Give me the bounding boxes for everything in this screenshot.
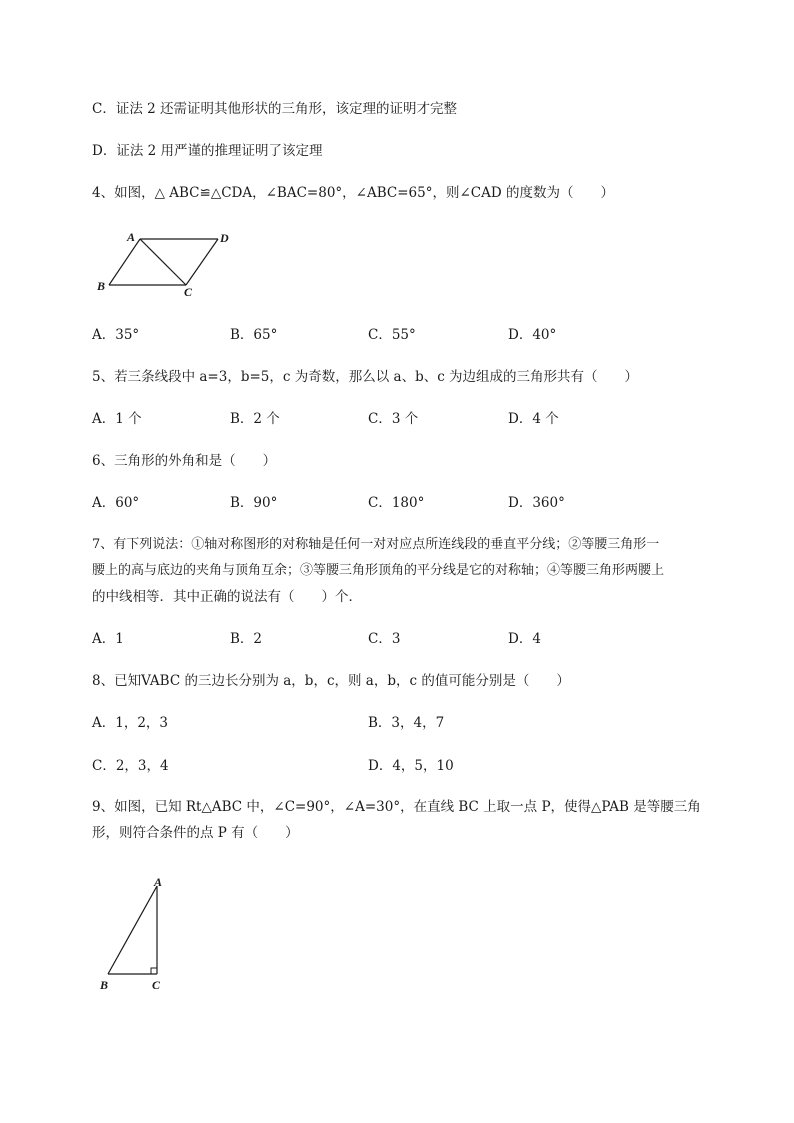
q7-stem-line-3: 的中线相等．其中正确的说法有（ ）个． (92, 589, 362, 605)
q6-option-a: A．60° (92, 495, 140, 511)
q9-right-triangle-figure (96, 874, 176, 994)
q4-parallelogram-figure (96, 228, 236, 296)
q4-label-c: C (184, 285, 193, 296)
q7-option-b: B．2 (230, 631, 263, 647)
q5-option-b: B．2 个 (230, 411, 280, 427)
q5-option-d: D．4 个 (508, 411, 559, 427)
q9-stem-line-2: 形，则符合条件的点 P 有（ ） (92, 825, 299, 841)
q9-label-b: B (100, 978, 109, 992)
q4-segment-cd (186, 239, 218, 285)
q6-option-d: D．360° (508, 495, 565, 511)
q4-label-d: D (220, 231, 229, 245)
q7-option-a: A．1 (92, 631, 124, 647)
q5-option-a: A．1 个 (92, 411, 142, 427)
q8-stem: 8、已知VABC 的三边长分别为 a，b，c，则 a，b，c 的值可能分别是（ ） (92, 673, 570, 689)
q4-option-a: A．35° (92, 327, 140, 343)
q8-option-c: C．2，3，4 (92, 758, 169, 774)
q4-segment-ac (140, 239, 186, 285)
q7-option-d: D．4 (508, 631, 541, 647)
q7-stem-line-1: 7、有下列说法：①轴对称图形的对称轴是任何一对对应点所连线段的垂直平分线；②等腰三角形一 (92, 537, 660, 552)
q4-stem: 4、如图，△ ABC≌△CDA，∠BAC=80°，∠ABC=65°，则∠CAD 的度数为（ ） (92, 185, 614, 201)
q7-option-c: C．3 (368, 631, 401, 647)
q8-option-b: B．3，4，7 (368, 715, 445, 731)
q4-label-a: A (127, 230, 136, 244)
q5-stem: 5、若三条线段中 a=3，b=5，c 为奇数，那么以 a、b、c 为边组成的三角形共有（ ） (92, 369, 639, 385)
q4-option-d: D．40° (508, 327, 557, 343)
q9-stem-line-1: 9、如图，已知 Rt△ABC 中，∠C=90°，∠A=30°，在直线 BC 上取一点 P，使得△PAB 是等腰三角 (92, 799, 701, 815)
q4-label-b: B (97, 279, 106, 293)
q9-segment-ab (108, 886, 157, 974)
q7-stem-line-2: 腰上的高与底边的夹角与顶角互余；③等腰三角形顶角的平分线是它的对称轴；④等腰三角形两腰上 (92, 563, 665, 578)
q6-option-c: C．180° (368, 495, 425, 511)
q4-option-c: C．55° (368, 327, 416, 343)
q3-option-c: C．证法 2 还需证明其他形状的三角形，该定理的证明才完整 (92, 101, 458, 117)
q9-right-angle-mark (151, 968, 157, 974)
q3-option-d: D．证法 2 用严谨的推理证明了该定理 (92, 143, 323, 159)
q9-label-a: A (154, 875, 163, 889)
q5-option-c: C．3 个 (368, 411, 419, 427)
q4-option-b: B．65° (230, 327, 278, 343)
q4-segment-ab (109, 239, 140, 285)
q9-label-c: C (152, 978, 161, 992)
q6-option-b: B．90° (230, 495, 278, 511)
q8-option-d: D．4，5，10 (368, 758, 454, 774)
q8-option-a: A．1，2，3 (92, 715, 169, 731)
q6-stem: 6、三角形的外角和是（ ） (92, 453, 277, 469)
